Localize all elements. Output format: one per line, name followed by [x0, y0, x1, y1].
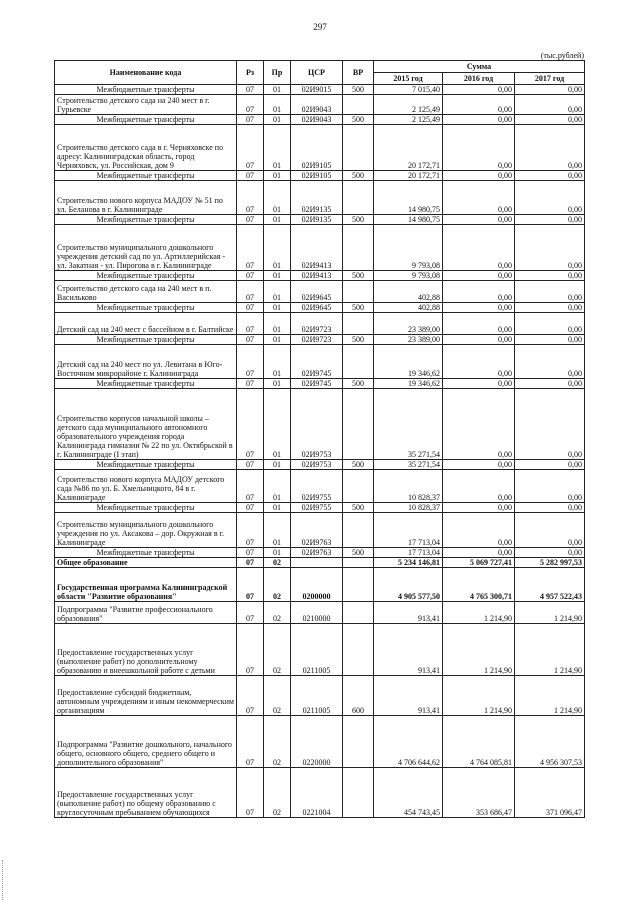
table-row [55, 768, 585, 818]
row-vr: 500 [343, 171, 374, 181]
row-rz: 07 [237, 303, 264, 313]
row-2017: 0,00 [515, 171, 585, 181]
table-row [55, 389, 585, 460]
row-vr [343, 125, 374, 171]
row-2015: 5 234 146,81 [374, 558, 443, 568]
row-pr: 01 [264, 271, 291, 281]
row-csr: 02И9745 [291, 379, 343, 389]
row-2017: 0,00 [515, 503, 585, 513]
table-row [55, 281, 585, 303]
table-row [55, 115, 585, 125]
row-csr [291, 558, 343, 568]
header-sum: Сумма [374, 61, 585, 73]
row-pr: 02 [264, 768, 291, 818]
budget-table [54, 60, 585, 818]
row-rz: 07 [237, 95, 264, 115]
row-2016: 0,00 [443, 548, 515, 558]
header-2017: 2017 год [515, 73, 585, 85]
table-row [55, 225, 585, 271]
row-pr: 02 [264, 676, 291, 716]
row-pr: 02 [264, 558, 291, 568]
row-name: Государственная программа Калининградской области "Развитие образования" [55, 568, 237, 602]
row-2016: 4 764 085,81 [443, 716, 515, 768]
row-vr [343, 568, 374, 602]
row-csr: 02И9745 [291, 345, 343, 379]
row-pr: 01 [264, 215, 291, 225]
row-2016: 5 069 727,41 [443, 558, 515, 568]
row-pr: 01 [264, 513, 291, 548]
row-2015: 23 389,00 [374, 335, 443, 345]
table-row [55, 676, 585, 716]
table-row [55, 125, 585, 171]
row-2017: 0,00 [515, 313, 585, 335]
row-csr: 02И9755 [291, 470, 343, 503]
row-pr: 01 [264, 95, 291, 115]
row-rz: 07 [237, 460, 264, 470]
row-pr: 01 [264, 379, 291, 389]
table-row [55, 470, 585, 503]
row-2016: 0,00 [443, 95, 515, 115]
row-csr: 02И9763 [291, 548, 343, 558]
row-vr [343, 624, 374, 676]
row-pr: 01 [264, 548, 291, 558]
row-name: Строительство детского сада в г. Черняховске по адресу: Калининградская область, город Черняховск, ул. Российская, дом 9 [55, 125, 237, 171]
row-2015: 17 713,04 [374, 548, 443, 558]
row-vr: 500 [343, 503, 374, 513]
row-2017: 1 214,90 [515, 676, 585, 716]
row-vr [343, 389, 374, 460]
row-rz: 07 [237, 335, 264, 345]
row-name: Межбюджетные трансферты [55, 335, 237, 345]
row-2016: 0,00 [443, 85, 515, 95]
row-2016: 0,00 [443, 303, 515, 313]
row-vr [343, 513, 374, 548]
row-rz: 07 [237, 345, 264, 379]
row-2016: 0,00 [443, 225, 515, 271]
header-csr: ЦСР [291, 61, 343, 85]
row-name: Детский сад на 240 мест по ул. Левитана в Юго-Восточном микрорайоне г. Калининграда [55, 345, 237, 379]
row-name: Предоставление государственных услуг (выполнение работ) по общему образованию с круглосуточным пребыванием обучающихся [55, 768, 237, 818]
row-csr: 02И9135 [291, 215, 343, 225]
row-pr: 01 [264, 125, 291, 171]
row-vr [343, 716, 374, 768]
row-2016: 0,00 [443, 503, 515, 513]
row-name: Межбюджетные трансферты [55, 271, 237, 281]
row-2017: 1 214,90 [515, 624, 585, 676]
row-2016: 0,00 [443, 271, 515, 281]
row-csr: 02И9105 [291, 125, 343, 171]
row-2015: 23 389,00 [374, 313, 443, 335]
row-2017: 5 282 997,53 [515, 558, 585, 568]
header-name: Наименование кода [55, 61, 237, 85]
row-name: Строительство муниципального дошкольного учреждения детский сад по ул. Артиллерийская - ул. Закатная - ул. Пирогова в г. Калининграде [55, 225, 237, 271]
row-name: Межбюджетные трансферты [55, 115, 237, 125]
row-2017: 0,00 [515, 115, 585, 125]
table-row [55, 95, 585, 115]
row-2017: 0,00 [515, 85, 585, 95]
row-csr: 02И9645 [291, 303, 343, 313]
row-csr: 02И9135 [291, 181, 343, 215]
table-row [55, 513, 585, 548]
row-csr: 02И9105 [291, 171, 343, 181]
row-2015: 35 271,54 [374, 460, 443, 470]
row-rz: 07 [237, 215, 264, 225]
row-csr: 0221004 [291, 768, 343, 818]
row-pr: 01 [264, 389, 291, 460]
row-name: Детский сад на 240 мест с бассейном в г. Балтийске [55, 313, 237, 335]
row-2017: 0,00 [515, 548, 585, 558]
row-2017: 0,00 [515, 271, 585, 281]
row-2015: 2 125,49 [374, 95, 443, 115]
row-name: Строительство корпусов начальной школы – детского сада муниципального автономного образовательного учреждения города Калининграда гимназии № 22 по ул. Октябрьской в г. Калининграде (I этап) [55, 389, 237, 460]
row-pr: 01 [264, 225, 291, 271]
table-row [55, 215, 585, 225]
row-rz: 07 [237, 85, 264, 95]
row-pr: 01 [264, 171, 291, 181]
row-2016: 0,00 [443, 125, 515, 171]
table-row [55, 568, 585, 602]
table-row [55, 303, 585, 313]
row-2015: 20 172,71 [374, 125, 443, 171]
row-2016: 0,00 [443, 345, 515, 379]
row-2015: 17 713,04 [374, 513, 443, 548]
row-name: Межбюджетные трансферты [55, 215, 237, 225]
row-2015: 402,88 [374, 281, 443, 303]
row-csr: 02И9723 [291, 335, 343, 345]
row-2017: 0,00 [515, 335, 585, 345]
row-2016: 4 765 300,71 [443, 568, 515, 602]
table-row [55, 171, 585, 181]
table-row [55, 460, 585, 470]
row-2015: 9 793,08 [374, 271, 443, 281]
row-csr: 02И9753 [291, 460, 343, 470]
row-2016: 0,00 [443, 313, 515, 335]
row-2016: 0,00 [443, 460, 515, 470]
row-2015: 7 015,40 [374, 85, 443, 95]
row-pr: 01 [264, 335, 291, 345]
row-pr: 02 [264, 602, 291, 624]
row-2015: 454 743,45 [374, 768, 443, 818]
row-2017: 0,00 [515, 389, 585, 460]
header-vr: ВР [343, 61, 374, 85]
row-rz: 07 [237, 171, 264, 181]
row-2017: 0,00 [515, 281, 585, 303]
row-pr: 01 [264, 503, 291, 513]
row-rz: 07 [237, 281, 264, 303]
row-vr: 500 [343, 271, 374, 281]
row-2017: 0,00 [515, 345, 585, 379]
row-vr [343, 558, 374, 568]
row-rz: 07 [237, 470, 264, 503]
row-csr: 02И9645 [291, 281, 343, 303]
row-2016: 0,00 [443, 389, 515, 460]
header-pr: Пр [264, 61, 291, 85]
row-csr: 02И9413 [291, 271, 343, 281]
row-2015: 4 905 577,50 [374, 568, 443, 602]
row-pr: 01 [264, 281, 291, 303]
table-row [55, 558, 585, 568]
row-2015: 19 346,62 [374, 345, 443, 379]
row-vr [343, 181, 374, 215]
row-csr: 02И9753 [291, 389, 343, 460]
row-name: Межбюджетные трансферты [55, 503, 237, 513]
row-2015: 913,41 [374, 624, 443, 676]
row-2016: 0,00 [443, 171, 515, 181]
row-vr: 500 [343, 85, 374, 95]
row-2015: 20 172,71 [374, 171, 443, 181]
row-pr: 01 [264, 303, 291, 313]
row-rz: 07 [237, 558, 264, 568]
row-2017: 0,00 [515, 379, 585, 389]
row-2016: 0,00 [443, 281, 515, 303]
table-row [55, 181, 585, 215]
row-vr [343, 768, 374, 818]
row-rz: 07 [237, 602, 264, 624]
row-name: Предоставление субсидий бюджетным, автономным учреждениям и иным некоммерческим организациям [55, 676, 237, 716]
row-name: Межбюджетные трансферты [55, 303, 237, 313]
row-2015: 402,88 [374, 303, 443, 313]
row-rz: 07 [237, 513, 264, 548]
row-pr: 02 [264, 716, 291, 768]
row-pr: 02 [264, 624, 291, 676]
row-2017: 4 957 522,43 [515, 568, 585, 602]
row-pr: 01 [264, 313, 291, 335]
row-2017: 0,00 [515, 303, 585, 313]
row-csr: 02И9763 [291, 513, 343, 548]
row-vr: 500 [343, 460, 374, 470]
row-2015: 10 828,37 [374, 470, 443, 503]
row-name: Строительство нового корпуса МАДОУ № 51 по ул. Беланова в г. Калининграде [55, 181, 237, 215]
row-vr [343, 345, 374, 379]
row-rz: 07 [237, 568, 264, 602]
row-name: Межбюджетные трансферты [55, 460, 237, 470]
row-2016: 353 686,47 [443, 768, 515, 818]
row-name: Межбюджетные трансферты [55, 171, 237, 181]
row-pr: 02 [264, 568, 291, 602]
row-pr: 01 [264, 345, 291, 379]
table-row [55, 503, 585, 513]
table-row [55, 345, 585, 379]
row-vr: 500 [343, 335, 374, 345]
row-rz: 07 [237, 115, 264, 125]
row-pr: 01 [264, 460, 291, 470]
row-vr: 500 [343, 215, 374, 225]
page-number: 297 [313, 22, 327, 32]
row-2017: 371 096,47 [515, 768, 585, 818]
table-body [55, 85, 585, 818]
row-csr: 02И9043 [291, 115, 343, 125]
row-name: Строительство детского сада на 240 мест в п. Васильково [55, 281, 237, 303]
row-2017: 1 214,90 [515, 602, 585, 624]
table-row [55, 313, 585, 335]
row-2016: 0,00 [443, 335, 515, 345]
row-pr: 01 [264, 470, 291, 503]
row-2016: 1 214,90 [443, 602, 515, 624]
row-name: Межбюджетные трансферты [55, 379, 237, 389]
row-csr: 0210000 [291, 602, 343, 624]
row-name: Межбюджетные трансферты [55, 548, 237, 558]
row-name: Строительство муниципального дошкольного учреждения по ул. Аксакова – дор. Окружная в г. Калининграде [55, 513, 237, 548]
row-2017: 0,00 [515, 125, 585, 171]
row-csr: 02И9723 [291, 313, 343, 335]
row-2015: 9 793,08 [374, 225, 443, 271]
row-rz: 07 [237, 313, 264, 335]
header-2015: 2015 год [374, 73, 443, 85]
row-2015: 913,41 [374, 602, 443, 624]
row-csr: 02И9755 [291, 503, 343, 513]
row-2016: 0,00 [443, 215, 515, 225]
row-2015: 14 980,75 [374, 215, 443, 225]
row-2015: 14 980,75 [374, 181, 443, 215]
row-name: Подпрограмма "Развитие дошкольного, начального общего, основного общего, среднего общего и дополнительного образования" [55, 716, 237, 768]
row-vr: 500 [343, 303, 374, 313]
row-2016: 0,00 [443, 470, 515, 503]
row-rz: 07 [237, 503, 264, 513]
scan-margin-mark [2, 860, 4, 900]
row-name: Подпрограмма "Развитие профессионального образования" [55, 602, 237, 624]
row-rz: 07 [237, 676, 264, 716]
row-rz: 07 [237, 768, 264, 818]
row-vr [343, 602, 374, 624]
row-vr [343, 225, 374, 271]
row-name: Строительство детского сада на 240 мест в г. Гурьевске [55, 95, 237, 115]
row-vr [343, 470, 374, 503]
table-row [55, 271, 585, 281]
row-2015: 2 125,49 [374, 115, 443, 125]
table-row [55, 335, 585, 345]
row-2016: 1 214,90 [443, 624, 515, 676]
row-csr: 0211005 [291, 676, 343, 716]
row-pr: 01 [264, 85, 291, 95]
table-row [55, 548, 585, 558]
row-rz: 07 [237, 181, 264, 215]
row-vr [343, 95, 374, 115]
row-2017: 0,00 [515, 470, 585, 503]
row-2017: 0,00 [515, 225, 585, 271]
table-row [55, 379, 585, 389]
row-name: Общее образование [55, 558, 237, 568]
row-2017: 4 956 307,53 [515, 716, 585, 768]
row-2016: 0,00 [443, 115, 515, 125]
table-row [55, 624, 585, 676]
row-2016: 1 214,90 [443, 676, 515, 716]
row-2016: 0,00 [443, 513, 515, 548]
row-rz: 07 [237, 716, 264, 768]
row-csr: 02И9043 [291, 95, 343, 115]
row-csr: 0220000 [291, 716, 343, 768]
row-2015: 35 271,54 [374, 389, 443, 460]
row-2017: 0,00 [515, 460, 585, 470]
row-2015: 913,41 [374, 676, 443, 716]
table-row [55, 716, 585, 768]
row-rz: 07 [237, 271, 264, 281]
row-2017: 0,00 [515, 513, 585, 548]
row-rz: 07 [237, 125, 264, 171]
row-csr: 02И9413 [291, 225, 343, 271]
row-2015: 19 346,62 [374, 379, 443, 389]
row-2016: 0,00 [443, 379, 515, 389]
row-vr [343, 313, 374, 335]
table-header [55, 61, 585, 85]
row-name: Строительство нового корпуса МАДОУ детского сада №86 по ул. Б. Хмельницкого, 84 в г. Калининграде [55, 470, 237, 503]
row-name: Межбюджетные трансферты [55, 85, 237, 95]
table-row [55, 602, 585, 624]
header-rz: Рз [237, 61, 264, 85]
row-rz: 07 [237, 225, 264, 271]
row-rz: 07 [237, 624, 264, 676]
row-vr: 600 [343, 676, 374, 716]
row-2016: 0,00 [443, 181, 515, 215]
row-rz: 07 [237, 389, 264, 460]
row-rz: 07 [237, 379, 264, 389]
row-name: Предоставление государственных услуг (выполнение работ) по дополнительному образованию и внеешкольной работе с детьми [55, 624, 237, 676]
header-2016: 2016 год [443, 73, 515, 85]
row-vr: 500 [343, 548, 374, 558]
row-csr: 02И9015 [291, 85, 343, 95]
row-2017: 0,00 [515, 181, 585, 215]
row-csr: 0211005 [291, 624, 343, 676]
row-2017: 0,00 [515, 95, 585, 115]
row-2015: 10 828,37 [374, 503, 443, 513]
row-2017: 0,00 [515, 215, 585, 225]
row-csr: 0200000 [291, 568, 343, 602]
row-pr: 01 [264, 115, 291, 125]
row-2015: 4 706 644,62 [374, 716, 443, 768]
units-label: (тыс.рублей) [540, 51, 584, 60]
row-pr: 01 [264, 181, 291, 215]
row-vr: 500 [343, 115, 374, 125]
table-row [55, 85, 585, 95]
row-rz: 07 [237, 548, 264, 558]
row-vr: 500 [343, 379, 374, 389]
row-vr [343, 281, 374, 303]
